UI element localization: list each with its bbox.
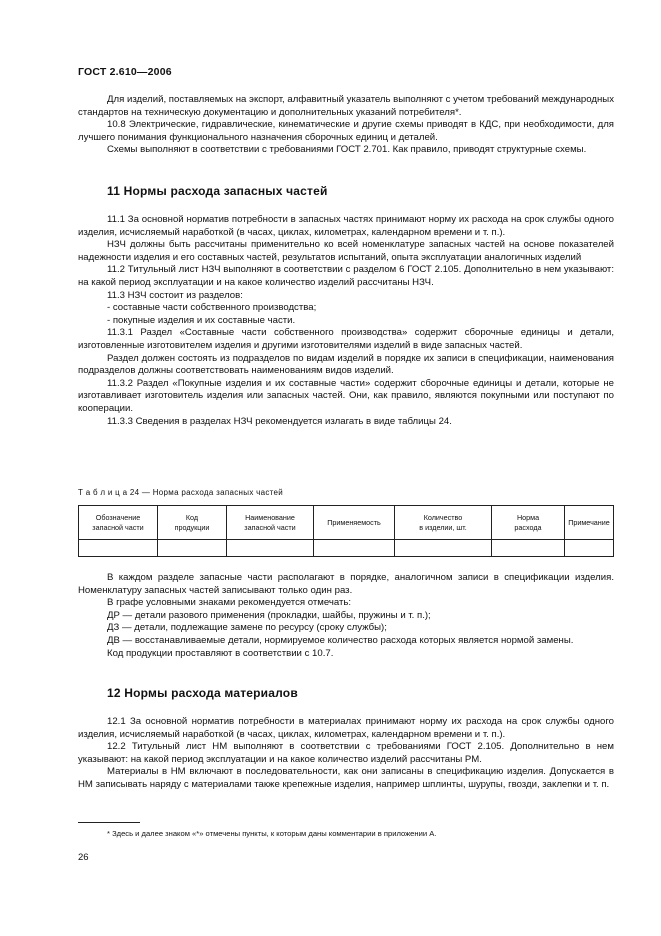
paragraph: В графе условными знаками рекомендуется отмечать: (107, 597, 352, 609)
paragraph: ДЗ — детали, подлежащие замене по ресурсу (сроку службы); (107, 622, 387, 634)
paragraph: 11.3 НЗЧ состоит из разделов: (107, 289, 243, 301)
table-header-cell: Норма расхода (492, 506, 565, 540)
footnote-divider (78, 822, 140, 823)
paragraph: 11.3.3 Сведения в разделах НЗЧ рекомендуется излагать в виде таблицы 24. (107, 415, 452, 427)
section-12-title: 12 Нормы расхода материалов (107, 686, 298, 700)
intro-block (78, 94, 614, 157)
table-cell (79, 540, 158, 557)
footnote: * Здесь и далее знаком «*» отмечены пункты, к которым даны комментарии в приложении А. (107, 829, 437, 838)
table-header-cell: Наименование запасной части (227, 506, 314, 540)
paragraph: 11.3.2 Раздел «Покупные изделия и их составные части» содержит сборочные единицы и детали, которые не изготавливает изготовитель изделия или запасных частей. Они, как правило, являются покупными или поступают по кооперации. (78, 377, 614, 414)
table-cell (158, 540, 227, 557)
table-cell (565, 540, 614, 557)
table-24-caption: Т а б л и ц а 24 — Норма расхода запасных частей (78, 488, 284, 497)
list-item: - покупные изделия и их составные части. (107, 314, 296, 326)
table-row (79, 540, 614, 557)
paragraph: 11.2 Титульный лист НЗЧ выполняют в соответствии с разделом 6 ГОСТ 2.105. Дополнительно в нем указывают: на какой период эксплуатации и на какое количество изделий рассчитаны НЗЧ. (78, 264, 614, 288)
table-cell (492, 540, 565, 557)
section-11-title: 11 Нормы расхода запасных частей (107, 184, 328, 198)
table-header-row (79, 506, 614, 540)
paragraph: ДВ — восстанавливаемые детали, нормируемое количество расхода которых является нормой замены. (107, 634, 574, 646)
paragraph: 11.1 За основной норматив потребности в запасных частях принимают норму их расхода на срок службы одного изделия, исчисляемый наработкой (в часах, циклах, километрах, календарном времени и т. п.). (78, 214, 614, 238)
paragraph: Для изделий, поставляемых на экспорт, алфавитный указатель выполняют с учетом требований международных стандартов на техническую документацию и дополнительных указаний потребителя*. (78, 94, 614, 118)
paragraph: 10.8 Электрические, гидравлические, кинематические и другие схемы приводят в КДС, при необходимости, для лучшего понимания функционального назначения сборочных единиц и деталей. (78, 119, 614, 143)
paragraph: 12.1 За основной норматив потребности в материалах принимают норму их расхода на срок службы одного изделия, исчисляемый наработкой (в часах, циклах, километрах, календарном времени и т. п.). (78, 716, 614, 740)
paragraph: НЗЧ должны быть рассчитаны применительно ко всей номенклатуре запасных частей на основе показателей надежности изделия и его составных частей, результатов испытаний, опыта эксплуатации аналогичных изделий (78, 239, 614, 263)
paragraph: Материалы в НМ включают в последовательности, как они записаны в спецификацию изделия. Допускается в НМ записывать наряду с материалами также крепежные изделия, например шплинты, шурупы, гвозди, заклепки и т. п. (78, 766, 614, 790)
table-header-cell: Количество в изделии, шт. (395, 506, 492, 540)
paragraph: Раздел должен состоять из подразделов по видам изделий в порядке их записи в спецификации, наименования подразделов должны соответствовать наименованиям видов изделий. (78, 352, 614, 377)
table-cell (227, 540, 314, 557)
paragraph: В каждом разделе запасные части располагают в порядке, аналогичном записи в спецификации изделия. Номенклатуру запасных частей записывают только один раз. (78, 572, 614, 596)
table-cell (314, 540, 395, 557)
table-notes-block (78, 572, 614, 660)
document-header: ГОСТ 2.610—2006 (78, 66, 172, 78)
table-header-cell: Применяемость (314, 506, 395, 540)
page-number: 26 (78, 852, 89, 863)
table-header-cell: Примечание (565, 506, 614, 540)
paragraph: Код продукции проставляют в соответствии с 10.7. (107, 647, 334, 659)
table-header-cell: Обозначение запасной части (79, 506, 158, 540)
table-24 (78, 505, 614, 557)
paragraph: 12.2 Титульный лист НМ выполняют в соответствии с требованиями ГОСТ 2.105. Дополнительно в нем указывают: на какой период эксплуатации и на какое количество изделий рассчитаны РМ. (78, 741, 614, 765)
table-cell (395, 540, 492, 557)
section-11-body (78, 214, 614, 428)
paragraph: Схемы выполняют в соответствии с требованиями ГОСТ 2.701. Как правило, приводят структурные схемы. (107, 144, 587, 156)
table-header-cell: Код продукции (158, 506, 227, 540)
paragraph: 11.3.1 Раздел «Составные части собственного производства» содержит сборочные единицы и детали, изготовленные изготовителем изделия и другими изготовителями изделий в виде запасных частей. (78, 327, 614, 351)
section-12-body (78, 716, 614, 792)
paragraph: ДР — детали разового применения (прокладки, шайбы, пружины и т. п.); (107, 609, 431, 621)
list-item: - составные части собственного производства; (107, 302, 317, 314)
